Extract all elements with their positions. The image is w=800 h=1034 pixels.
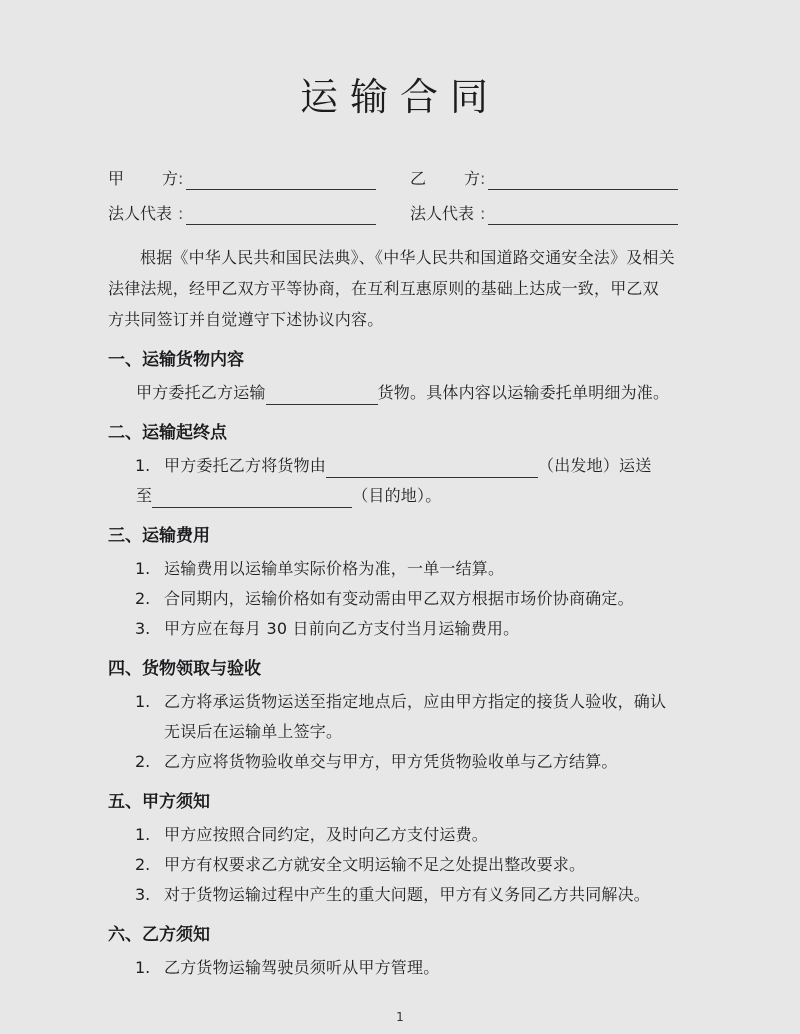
section-3-title: 三、运输费用: [108, 526, 210, 546]
party-a-legal-rep-blank[interactable]: [186, 206, 376, 225]
page-number: 1: [396, 1010, 404, 1024]
party-b-legal-rep-blank[interactable]: [488, 206, 678, 225]
party-b-label: 乙 方: [410, 169, 480, 188]
item-number: 3.: [135, 885, 151, 904]
colon: :: [178, 169, 184, 188]
section-1-title: 一、运输货物内容: [108, 350, 244, 370]
party-b-legal-rep-field: [410, 203, 678, 225]
section-6-item-1: 乙方货物运输驾驶员须听从甲方管理。: [164, 958, 440, 977]
section-2-item-1-line-1: 甲方委托乙方将货物由 （出发地）运送: [164, 454, 651, 478]
section-4-item-1-line-2: 无误后在运输单上签字。: [164, 722, 343, 741]
party-a-label: 甲 方: [108, 169, 178, 188]
item-number: 1.: [135, 958, 151, 977]
preamble-line-2: 法律法规，经甲乙双方平等协商，在互利互惠原则的基础上达成一致，甲乙双: [108, 279, 659, 298]
section-2-title: 二、运输起终点: [108, 423, 227, 443]
section-4-title: 四、货物领取与验收: [108, 659, 261, 679]
legal-rep-label: 法人代表: [410, 204, 475, 223]
item-number: 1.: [135, 692, 151, 711]
section-5-item-3: 对于货物运输过程中产生的重大问题，甲方有义务同乙方共同解决。: [164, 885, 651, 904]
party-a-field: [108, 168, 376, 190]
colon: :: [178, 204, 184, 223]
item-number: 2.: [135, 589, 151, 608]
destination-blank[interactable]: [152, 489, 352, 508]
colon: :: [480, 169, 486, 188]
party-a-legal-rep-field: [108, 203, 376, 225]
section-3-item-3: 甲方应在每月 30 日前向乙方支付当月运输费用。: [164, 619, 520, 638]
cargo-blank[interactable]: [266, 386, 378, 405]
section-6-title: 六、乙方须知: [108, 925, 210, 945]
section-5-item-2: 甲方有权要求乙方就安全文明运输不足之处提出整改要求。: [164, 855, 586, 874]
section-3-item-1: 运输费用以运输单实际价格为准，一单一结算。: [164, 559, 505, 578]
section-3-item-2: 合同期内，运输价格如有变动需由甲乙双方根据市场价协商确定。: [164, 589, 634, 608]
item-number: 1.: [135, 559, 151, 578]
document-title: 运输合同: [299, 75, 500, 119]
colon: :: [480, 204, 486, 223]
section-5-title: 五、甲方须知: [108, 792, 210, 812]
section-2-item-1-line-2: 至 （目的地）。: [136, 484, 441, 508]
legal-rep-label: 法人代表: [108, 204, 173, 223]
party-a-blank[interactable]: [186, 171, 376, 190]
item-number: 2.: [135, 855, 151, 874]
section-1-body: 甲方委托乙方运输 货物。具体内容以运输委托单明细为准。: [136, 381, 669, 405]
item-number: 2.: [135, 752, 151, 771]
section-5-item-1: 甲方应按照合同约定，及时向乙方支付运费。: [164, 825, 489, 844]
preamble-line-3: 方共同签订并自觉遵守下述协议内容。: [108, 310, 384, 329]
item-number: 1.: [135, 456, 151, 475]
item-number: 3.: [135, 619, 151, 638]
party-b-field: [410, 168, 678, 190]
section-4-item-1-line-1: 乙方将承运货物运送至指定地点后，应由甲方指定的接货人验收，确认: [164, 692, 667, 711]
party-b-blank[interactable]: [488, 171, 678, 190]
origin-blank[interactable]: [326, 459, 538, 478]
preamble-line-1: 根据《中华人民共和国民法典》、《中华人民共和国道路交通安全法》及相关: [140, 248, 675, 267]
item-number: 1.: [135, 825, 151, 844]
section-4-item-2: 乙方应将货物验收单交与甲方，甲方凭货物验收单与乙方结算。: [164, 752, 618, 771]
